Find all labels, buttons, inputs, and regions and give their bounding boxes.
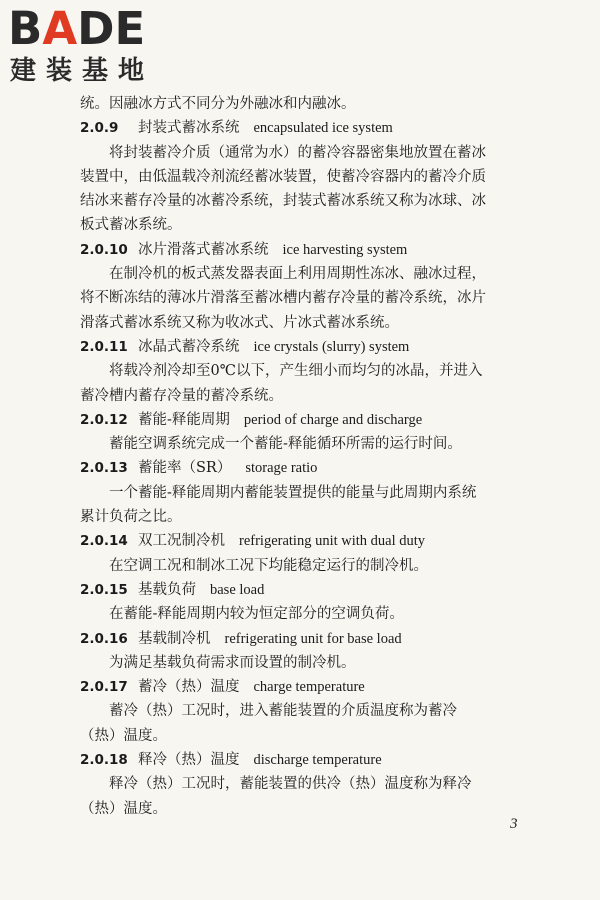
term-heading [80,238,536,262]
definition-line: 在空调工况和制冰工况下均能稳定运行的制冷机。 [109,557,428,574]
definition-line: 将载冷剂冷却至0℃以下，产生细小而均匀的冰晶，并进入 [109,363,483,380]
term-english: ice harvesting system [282,241,408,258]
term-chinese: 基载负荷 [138,581,196,598]
term-entry [80,335,536,408]
term-entry [80,748,536,821]
definition-line: 蓄冷槽内蓄存冷量的蓄冷系统。 [80,387,283,404]
term-heading [80,456,536,480]
term-heading [80,529,536,553]
term-chinese: 蓄冷（热）温度 [138,679,240,696]
page-number: 3 [510,816,518,832]
term-heading [80,627,536,651]
term-english: refrigerating unit with dual duty [239,533,426,550]
term-entry [80,578,536,627]
term-entry [80,456,536,529]
definition-line: 蓄冷（热）工况时，进入蓄能装置的介质温度称为蓄冷 [109,703,457,720]
term-heading [80,335,536,359]
term-english: charge temperature [253,679,365,696]
clause-number: 2.0.16 [80,630,128,647]
document-body [80,92,536,821]
intro-line: 统。因融冰方式不同分为外融冰和内融冰。 [80,96,356,112]
definition-line: 板式蓄冰系统。 [80,217,182,234]
term-heading [80,748,536,772]
clause-number: 2.0.12 [80,411,128,428]
term-heading [80,408,536,432]
definition-line: 装置中，由低温载冷剂流经蓄冰装置，使蓄冷容器内的蓄冷介质 [80,168,486,185]
clause-number: 2.0.9 [80,120,119,137]
bade-logo [8,2,178,92]
definition-line: 将不断冻结的薄冰片滑落至蓄冰槽内蓄存冷量的蓄冷系统，冰片 [80,290,486,307]
term-heading [80,116,536,140]
definition-line: 一个蓄能-释能周期内蓄能装置提供的能量与此周期内系统 [109,484,477,501]
definition-line: 在蓄能-释能周期内较为恒定部分的空调负荷。 [109,606,404,623]
term-english: ice crystals (slurry) system [253,338,410,355]
definition-line: 将封装蓄冷介质（通常为水）的蓄冷容器密集地放置在蓄冰 [109,144,486,161]
term-heading [80,675,536,699]
term-entry [80,529,536,578]
logo-subtitle: 建装基地 [10,56,155,86]
definition-line: 在制冷机的板式蒸发器表面上利用周期性冻冰、融冰过程， [109,266,486,283]
term-english: storage ratio [245,460,318,477]
term-chinese: 蓄能率（SR） [138,460,232,477]
definition-line: （热）温度。 [80,727,167,744]
term-english: refrigerating unit for base load [224,630,402,647]
clause-number: 2.0.13 [80,460,128,477]
term-english: discharge temperature [253,752,382,769]
term-chinese: 双工况制冷机 [138,533,225,550]
term-chinese: 蓄能-释能周期 [138,411,230,428]
definition-line: 滑落式蓄冰系统又称为收冰式、片冰式蓄冰系统。 [80,314,399,331]
term-entry [80,408,536,457]
definition-line: 结冰来蓄存冷量的冰蓄冷系统，封装式蓄冰系统又称为冰球、冰 [80,193,486,210]
definition-line: 蓄能空调系统完成一个蓄能-释能循环所需的运行时间。 [109,436,462,453]
term-chinese: 封装式蓄冰系统 [138,120,240,137]
clause-number: 2.0.17 [80,679,128,696]
term-chinese: 冰晶式蓄冷系统 [138,338,240,355]
logo-wordmark: BADE [8,2,146,55]
definition-line: 累计负荷之比。 [80,509,182,526]
term-english: base load [210,581,265,598]
clause-number: 2.0.10 [80,241,128,258]
clause-number: 2.0.18 [80,752,128,769]
term-entry [80,675,536,748]
term-chinese: 释冷（热）温度 [138,752,240,769]
term-entry [80,116,536,237]
clause-number: 2.0.14 [80,533,128,550]
clause-number: 2.0.15 [80,581,128,598]
term-english: period of charge and discharge [243,411,423,428]
definition-line: 释冷（热）工况时，蓄能装置的供冷（热）温度称为释冷 [109,776,472,793]
term-heading [80,578,536,602]
term-entry [80,238,536,335]
term-entries [80,116,536,821]
term-english: encapsulated ice system [253,120,393,137]
term-chinese: 基载制冷机 [138,630,211,647]
term-chinese: 冰片滑落式蓄冰系统 [138,241,269,258]
clause-number: 2.0.11 [80,338,128,355]
definition-line: 为满足基载负荷需求而设置的制冷机。 [109,654,356,671]
term-entry [80,627,536,676]
definition-line: （热）温度。 [80,800,167,817]
